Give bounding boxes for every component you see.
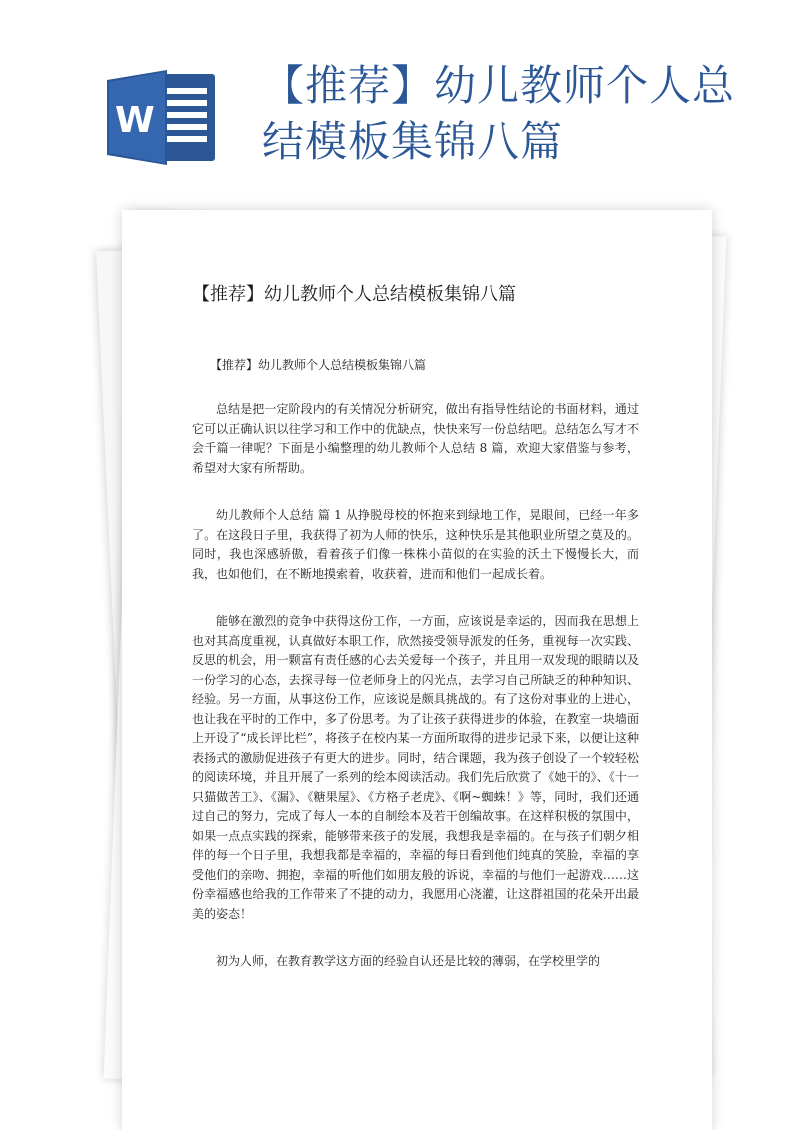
word-icon: [107, 70, 217, 165]
paragraph-2: 能够在激烈的竞争中获得这份工作，一方面，应该说是幸运的，因而我在思想上也对其高度重视，认真做好本职工作，欣然接受领导派发的任务，重视每一次实践、反思的机会，用一颗富有责任感的心去关爱每一个孩子，并且用一双发现的眼睛以及一份学习的心态，去探寻每一位老师身上的闪光点，去学习自己所缺乏的种种知识、经验。另一方面，从事这份工作，应该说是颇具挑战的。有了这份对事业的上进心，也让我在平时的工作中，多了份思考。为了让孩子获得进步的体验，在教室一块墙面上开设了“成长评比栏”，将孩子在校内某一方面所取得的进步记录下来，以便让这种表扬式的激励促进孩子有更大的进步。同时，结合课题，我为孩子创设了一个较轻松的阅读环境，并且开展了一系列的绘本阅读活动。我们先后欣赏了《她干的》、《十一只猫做苦工》、《漏》、《糖果屋》、《方格子老虎》、《啊~蜘蛛！》等，同时，我们还通过自己的努力，完成了每人一本的自制绘本及若干创编故事。在这样积极的氛围中，如果一点点实践的探索，能够带来孩子的发展，我想我是幸福的。在与孩子们朝夕相伴的每一个日子里，我想我都是幸福的，幸福的每日看到他们纯真的笑脸，幸福的享受他们的亲吻、拥抱，幸福的听他们如朋友般的诉说，幸福的与他们一起游戏……这份幸福感也给我的工作带来了不捷的动力，我愿用心浇灌，让这群祖国的花朵开出最美的姿态！: [192, 614, 639, 921]
document-subtitle: 【推荐】幼儿教师个人总结模板集锦八篇: [210, 358, 427, 372]
document-page: [122, 210, 712, 1130]
header-banner: [0, 0, 800, 200]
paragraph-3: 初为人师，在教育教学这方面的经验自认还是比较的薄弱，在学校里学的: [216, 954, 601, 968]
paragraph-intro: 总结是把一定阶段内的有关情况分析研究，做出有指导性结论的书面材料，通过它可以正确认识以往学习和工作中的优缺点，快快来写一份总结吧。总结怎么写才不会千篇一律呢？下面是小编整理的幼儿教师个人总结 8 篇，欢迎大家借鉴与参考，希望对大家有所帮助。: [192, 402, 639, 475]
document-body: [192, 400, 639, 1000]
document-title: 【推荐】幼儿教师个人总结模板集锦八篇: [192, 284, 516, 305]
header-title: 【推荐】幼儿教师个人总结模板集锦八篇: [262, 61, 736, 166]
paragraph-1: 幼儿教师个人总结 篇 1 从挣脱母校的怀抱来到绿地工作，晃眼间，已经一年多了。在这段日子里，我获得了初为人师的快乐，这种快乐是其他职业所望之莫及的。同时，我也深感骄傲，看着孩子们像一株株小苗似的在实验的沃土下慢慢长大，而我，也如他们，在不断地摸索着，收获着，进而和他们一起成长着。: [192, 508, 639, 581]
svg-text:W: W: [115, 100, 155, 141]
